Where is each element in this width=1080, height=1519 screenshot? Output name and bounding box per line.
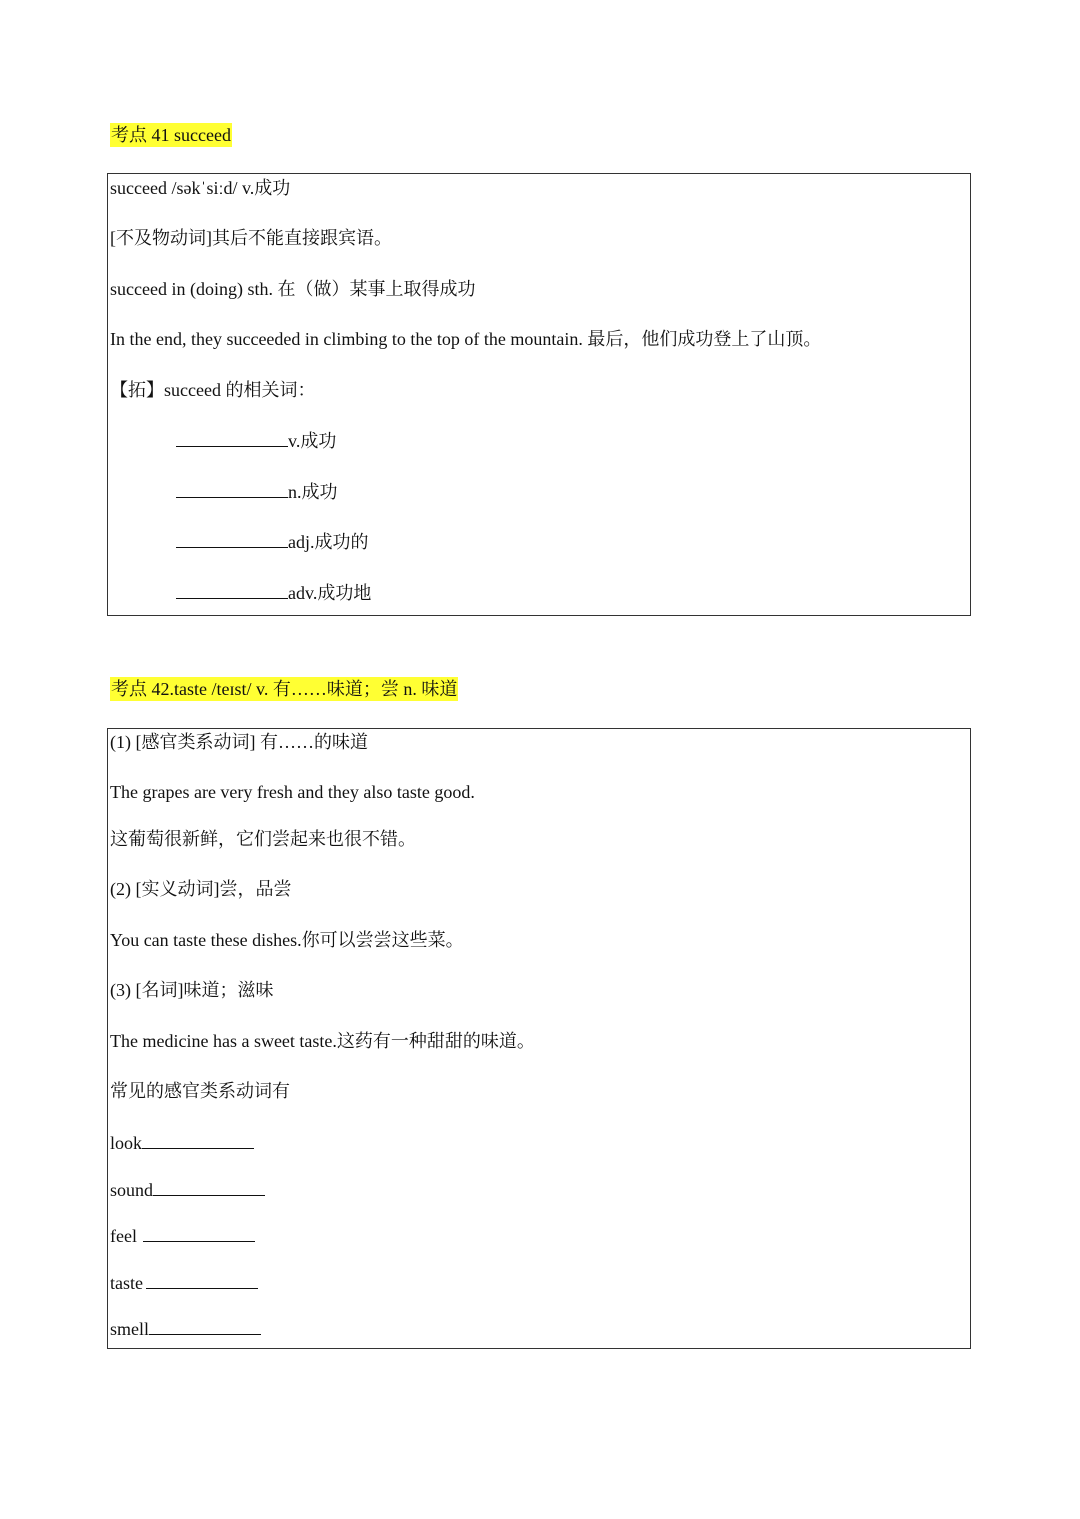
answer-blank[interactable]: [153, 1177, 265, 1196]
blank-suffix: n.成功: [288, 482, 338, 502]
verb-word: sound: [110, 1180, 154, 1200]
answer-blank[interactable]: [176, 580, 288, 599]
verb-word: taste: [110, 1273, 143, 1293]
section-41-heading: 考点 41 succeed: [111, 125, 231, 145]
verb-word: look: [110, 1133, 143, 1153]
answer-blank[interactable]: [142, 1130, 254, 1149]
example-sentence: The grapes are very fresh and they also taste good.: [110, 782, 475, 802]
blank-line: [176, 479, 338, 503]
example-sentence: In the end, they succeeded in climbing to the top of the mountain. 最后，他们成功登上了山顶。: [110, 329, 822, 349]
verb-blank-line: [110, 1316, 261, 1340]
section-42-heading: 考点 42.taste /teɪst/ v. 有……味道；尝 n. 味道: [111, 679, 458, 699]
blank-suffix: adj.成功的: [288, 532, 369, 552]
verb-blank-line: [110, 1223, 255, 1247]
usage-3-heading: (3) [名词]味道；滋味: [110, 980, 274, 1000]
answer-blank[interactable]: [143, 1223, 255, 1242]
blank-suffix: v.成功: [288, 431, 337, 451]
usage-2-heading: (2) [实义动词]尝，品尝: [110, 879, 292, 899]
example-sentence: The medicine has a sweet taste.这药有一种甜甜的味道。: [110, 1031, 535, 1051]
answer-blank[interactable]: [146, 1270, 258, 1289]
verb-blank-line: [110, 1130, 254, 1154]
example-translation: 这葡萄很新鲜，它们尝起来也很不错。: [110, 829, 416, 849]
blank-line: [176, 428, 336, 452]
section-41-box: [107, 173, 971, 616]
blank-suffix: adv.成功地: [288, 583, 372, 603]
verb-word: smell: [110, 1319, 149, 1339]
succeed-in-phrase: succeed in (doing) sth. 在（做）某事上取得成功: [110, 279, 476, 299]
verb-blank-line: [110, 1270, 258, 1294]
succeed-definition: succeed /səkˈsiːd/ v.成功: [110, 178, 291, 198]
usage-1-heading: (1) [感官类系动词] 有……的味道: [110, 732, 368, 752]
answer-blank[interactable]: [149, 1316, 261, 1335]
verb-blank-line: [110, 1177, 265, 1201]
intransitive-note: [不及物动词]其后不能直接跟宾语。: [110, 228, 392, 248]
blank-line: [176, 529, 369, 553]
example-sentence: You can taste these dishes.你可以尝尝这些菜。: [110, 930, 464, 950]
section-42-box: [107, 728, 971, 1349]
linking-verbs-heading: 常见的感官类系动词有: [110, 1081, 290, 1101]
answer-blank[interactable]: [176, 529, 288, 548]
verb-word: feel: [110, 1226, 137, 1246]
blank-line: [176, 580, 371, 604]
related-words-heading: 【拓】succeed 的相关词：: [110, 380, 316, 400]
answer-blank[interactable]: [176, 428, 288, 447]
answer-blank[interactable]: [176, 479, 288, 498]
